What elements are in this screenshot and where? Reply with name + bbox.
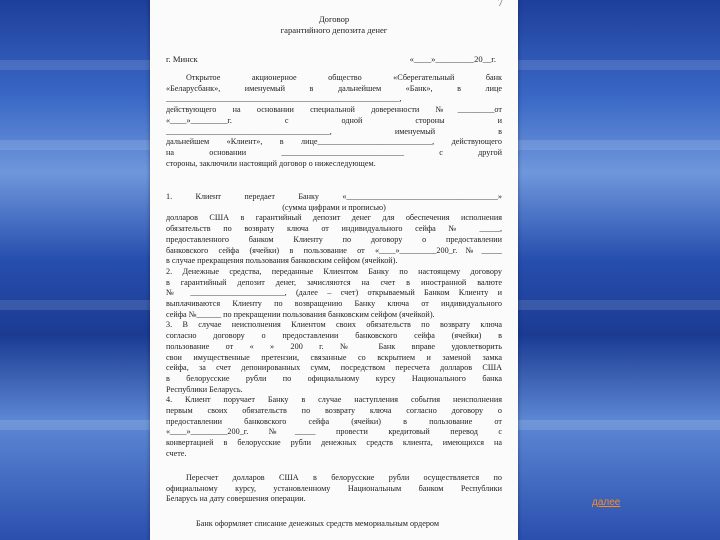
text-line: 3. В случае неисполнения Клиентом своих обязательств по возврату ключа [166,320,502,330]
text-line: Банк оформляет списание денежных средств мемориальным ордером [196,519,440,528]
text-line: сейфа №______ по прекращении пользования банковским сейфом (ячейкой). [166,309,435,319]
text-line: стороны, заключили настоящий договор о нижеследующем. [166,158,376,168]
text-line: конвертацией в белорусские рубли денежных средств клиента, имеющихся на [166,438,502,448]
text-line: Беларусь на дату совершения операции. [166,494,306,504]
text-line: (сумма цифрами и прописью) [282,202,386,212]
text-line: выплачиваются Клиенту по возвращению Банку ключа от индивидуального [166,299,502,309]
text-line: ________________________________________, именуемый в [166,126,502,136]
last-paragraph [166,519,502,530]
text-line: счете. [166,448,187,458]
text-line: «____»_________г. с одной стороны и [166,115,502,125]
text-line: действующего на основании специальной доверенности №_________от [166,105,502,115]
doc-subtitle: гарантийного депозита денег [280,25,388,35]
page-mark: 7 [498,0,503,9]
text-line: 1. Клиент передает Банку «_____________________________________» [166,192,502,201]
text-line: на основании ______________________________ с другой [166,147,502,157]
text-line: в белорусские рубли по официальному курсу Национального банка [166,373,502,383]
text-line: в случае прекращения пользования банковским сейфом (ячейкой). [166,256,398,266]
contract-document [150,0,518,540]
text-line: Республики Беларусь. [166,384,243,394]
text-line: Открытое акционерное общество «Сберегательный банк [186,73,502,82]
text-line: согласно договору о предоставлении банковского сейфа (ячейки) в [166,331,502,341]
text-line: долларов США в гарантийный депозит денег для обеспечения исполнения [166,213,502,223]
text-line: официальному курсу, установленному Национальным банком Республики [166,483,502,493]
intro-paragraph [166,73,502,169]
doc-title: Договор [318,14,350,24]
text-line: 2. Денежные средства, переданные Клиентом Банку по настоящему договору [166,266,502,276]
next-link[interactable]: далее [592,497,621,508]
conversion-paragraph [166,473,502,505]
text-line: Пересчет долларов США в белорусские рубли осуществляется по [186,473,502,482]
text-line: свои имущественные претензии, связанные со вскрытием и заменой замка [166,352,502,362]
city-label: г. Минск [166,54,198,64]
text-line: в гарантийный депозит денег, зачисляются на счет в иностранной валюте [166,277,502,287]
text-line: дальнейшем «Клиент», в лице____________________________, действующего [166,137,502,147]
contract-date: «____»_________20__г. [409,54,496,64]
text-line: 4. Клиент поручает Банку в случае наступления события неисполнения [166,395,502,405]
text-line: пользование от « » 200 г. № Банк вправе удовлетворить [166,341,502,351]
text-line: первым своих обязательств по возврату ключа согласно договору о [166,406,502,416]
text-line: «Беларусбанк», именуемый в дальнейшем «Банк», в лице [166,83,502,93]
text-line: банковского сейфа (ячейки) в пользование от «____»_________200_г.№_____ [166,245,502,255]
text-line: предоставлении банковского сейфа (ячейки) в пользование от [166,416,502,426]
text-line: обязательств по возврату ключа от индивидуального сейфа № _____, [166,224,502,234]
text-line: _________________________________________________________, [166,94,402,104]
text-line: предоставленного банком Клиенту по договору о предоставлении [166,234,502,244]
text-line: сейфа, за счет депонированных сумм, посредством пересчета долларов США [166,363,502,373]
text-line: «____»_________200_г. №_____ провести кредитовый перевод с [166,427,502,437]
clauses-section [166,192,502,460]
text-line: № _______________________, (далее – счет) открываемый Банком Клиенту и [166,288,502,298]
